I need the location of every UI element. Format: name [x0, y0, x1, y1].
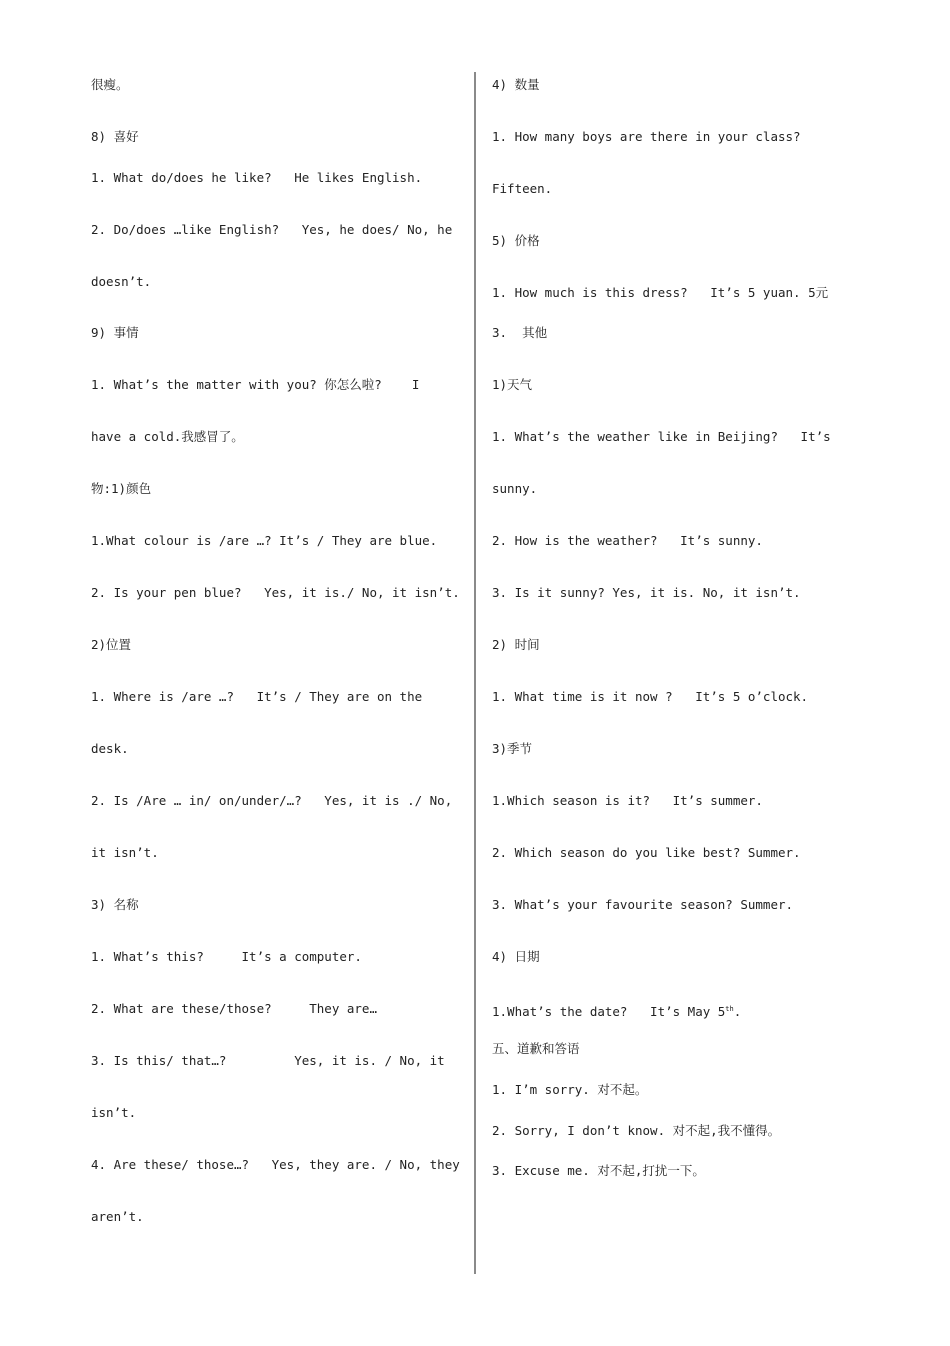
- text-line: isn’t.: [91, 1105, 137, 1120]
- section-heading: 5) 价格: [492, 233, 540, 248]
- text-line: 1. What’s the matter with you? 你怎么啦? I: [91, 377, 420, 392]
- text-line-main: 1.What’s the date? It’s May 5: [492, 1004, 726, 1020]
- section-heading: 4) 日期: [492, 949, 540, 964]
- text-line: 1. What’s the weather like in Beijing? It’s: [492, 429, 831, 444]
- text-line: 2. Which season do you like best? Summer.: [492, 845, 801, 860]
- text-line: aren’t.: [91, 1209, 144, 1224]
- text-line: 1. I’m sorry. 对不起。: [492, 1082, 648, 1097]
- text-line: 2. What are these/those? They are…: [91, 1001, 377, 1016]
- section-heading: 2) 时间: [492, 637, 540, 652]
- section-heading: 9) 事情: [91, 325, 139, 340]
- text-line: 1. How much is this dress? It’s 5 yuan. 5元: [492, 285, 829, 300]
- text-line: 1. What time is it now ? It’s 5 o’clock.: [492, 689, 809, 704]
- text-line: have a cold.我感冒了。: [91, 429, 244, 444]
- section-heading: 物:1)颜色: [91, 481, 152, 496]
- text-line: 1.Which season is it? It’s summer.: [492, 793, 763, 808]
- text-line: 1. How many boys are there in your class?: [492, 129, 801, 144]
- text-line: 2. Is /Are … in/ on/under/…? Yes, it is ./ No,: [91, 793, 453, 808]
- section-heading: 五、道歉和答语: [492, 1041, 580, 1056]
- text-line: 2. Is your pen blue? Yes, it is./ No, it isn’t.: [91, 585, 460, 600]
- text-line: sunny.: [492, 481, 538, 496]
- section-heading: 2)位置: [91, 637, 132, 652]
- text-line: Fifteen.: [492, 181, 553, 196]
- text-line: desk.: [91, 741, 129, 756]
- text-line-end: .: [733, 1004, 742, 1020]
- section-heading: 3) 名称: [91, 897, 139, 912]
- text-line: 2. Do/does …like English? Yes, he does/ No, he: [91, 222, 453, 237]
- text-line: 很瘦。: [91, 77, 129, 92]
- section-heading: 1)天气: [492, 377, 533, 392]
- section-heading: 3. 其他: [492, 325, 548, 340]
- text-line: 3. Is it sunny? Yes, it is. No, it isn’t.: [492, 585, 801, 600]
- text-line: 2. How is the weather? It’s sunny.: [492, 533, 763, 548]
- text-line: 4. Are these/ those…? Yes, they are. / No, they: [91, 1157, 460, 1172]
- section-heading: 8) 喜好: [91, 129, 139, 144]
- text-line: 1. Where is /are …? It’s / They are on the: [91, 689, 423, 704]
- text-line: 3. Is this/ that…? Yes, it is. / No, it: [91, 1053, 445, 1068]
- text-line: [492, 1001, 741, 1020]
- section-heading: 3)季节: [492, 741, 533, 756]
- ordinal-suffix: th: [725, 1005, 734, 1013]
- text-line: 1. What’s this? It’s a computer.: [91, 949, 362, 964]
- text-line: doesn’t.: [91, 274, 152, 289]
- section-heading: 4) 数量: [492, 77, 540, 92]
- text-line: 3. Excuse me. 对不起,打扰一下。: [492, 1163, 705, 1178]
- text-line: 1. What do/does he like? He likes English.: [91, 170, 423, 185]
- text-line: it isn’t.: [91, 845, 159, 860]
- text-line: 2. Sorry, I don’t know. 对不起,我不懂得。: [492, 1123, 781, 1138]
- text-line: 1.What colour is /are …? It’s / They are blue.: [91, 533, 438, 548]
- text-line: 3. What’s your favourite season? Summer.: [492, 897, 794, 912]
- column-divider: [474, 72, 476, 1274]
